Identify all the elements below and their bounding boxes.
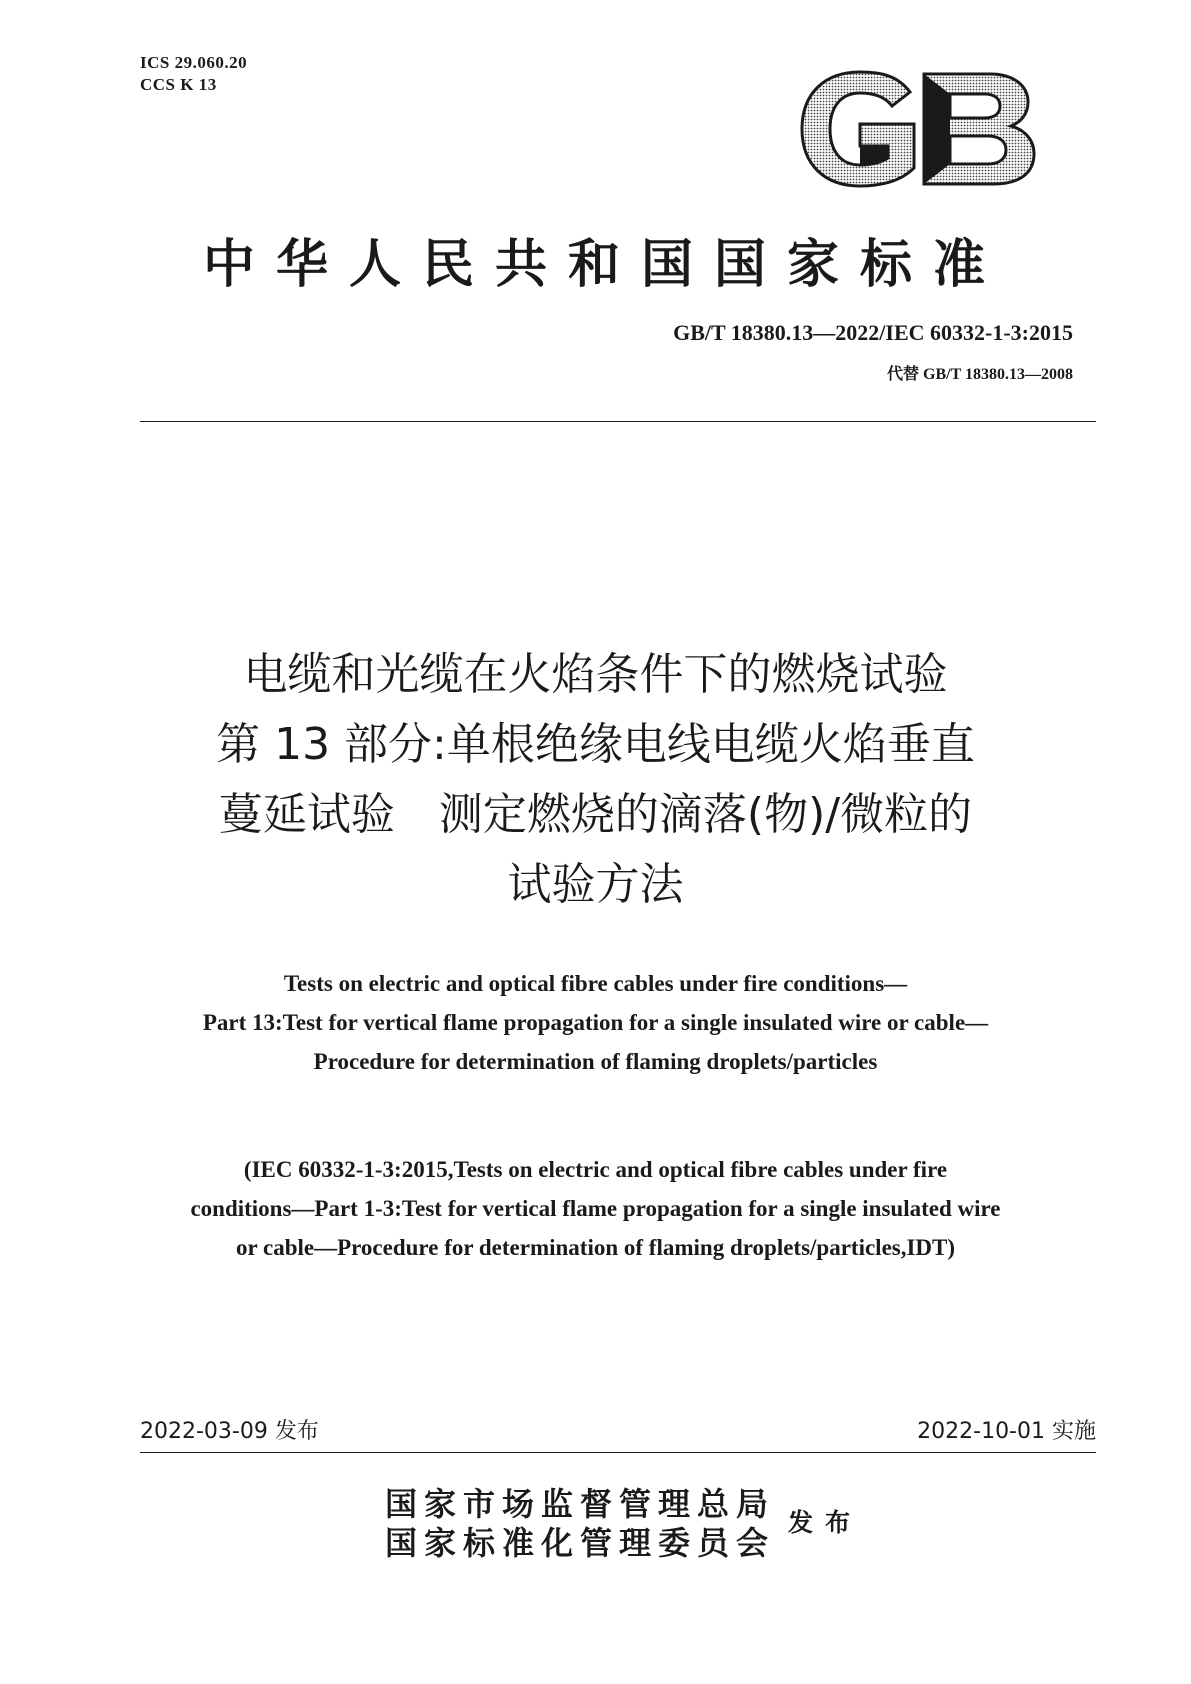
issuer-name: 国家标准化管理委员会 (385, 1524, 776, 1562)
ics-code: ICS 29.060.20 (140, 53, 248, 72)
chinese-title-line: 第 13 部分:单根绝缘电线电缆火焰垂直 (216, 719, 975, 770)
chinese-title-line: 试验方法 (507, 859, 684, 910)
iec-reference-line: or cable—Procedure for determination of flaming droplets/particles,IDT) (235, 1235, 956, 1260)
english-title-line: Procedure for determination of flaming droplets/particles (313, 1049, 878, 1074)
iec-reference-line: (IEC 60332-1-3:2015,Tests on electric and optical fibre cables under fire (243, 1157, 948, 1182)
english-title-line: Tests on electric and optical fibre cables under fire conditions— (283, 971, 908, 996)
issuing-authorities (385, 1485, 775, 1563)
replaces-standard: 代替 GB/T 18380.13—2008 (887, 366, 1073, 383)
national-standard-title: 中华人民共和国国家标准 (202, 234, 1006, 295)
classification-codes (140, 52, 247, 96)
issuer-name: 国家市场监督管理总局 (385, 1485, 776, 1523)
english-title (0, 964, 1191, 1081)
implementation-date: 2022-10-01 实施 (917, 1419, 1096, 1444)
iec-reference (0, 1150, 1191, 1267)
chinese-title-line: 蔓延试验 测定燃烧的滴落(物)/微粒的 (218, 789, 973, 840)
issued-label: 发布 (788, 1508, 863, 1537)
gb-logo (798, 70, 1040, 188)
chinese-title-line: 电缆和光缆在火焰条件下的燃烧试验 (243, 649, 948, 700)
standard-number: GB/T 18380.13—2022/IEC 60332-1-3:2015 (673, 320, 1073, 345)
header-divider (140, 421, 1096, 422)
chinese-title (0, 640, 1191, 920)
iec-reference-line: conditions—Part 1-3:Test for vertical flame propagation for a single insulated wire (190, 1196, 1001, 1221)
footer-divider (140, 1452, 1096, 1453)
english-title-line: Part 13:Test for vertical flame propagation for a single insulated wire or cable— (202, 1010, 989, 1035)
ccs-code: CCS K 13 (140, 75, 217, 94)
issue-date: 2022-03-09 发布 (140, 1419, 319, 1444)
